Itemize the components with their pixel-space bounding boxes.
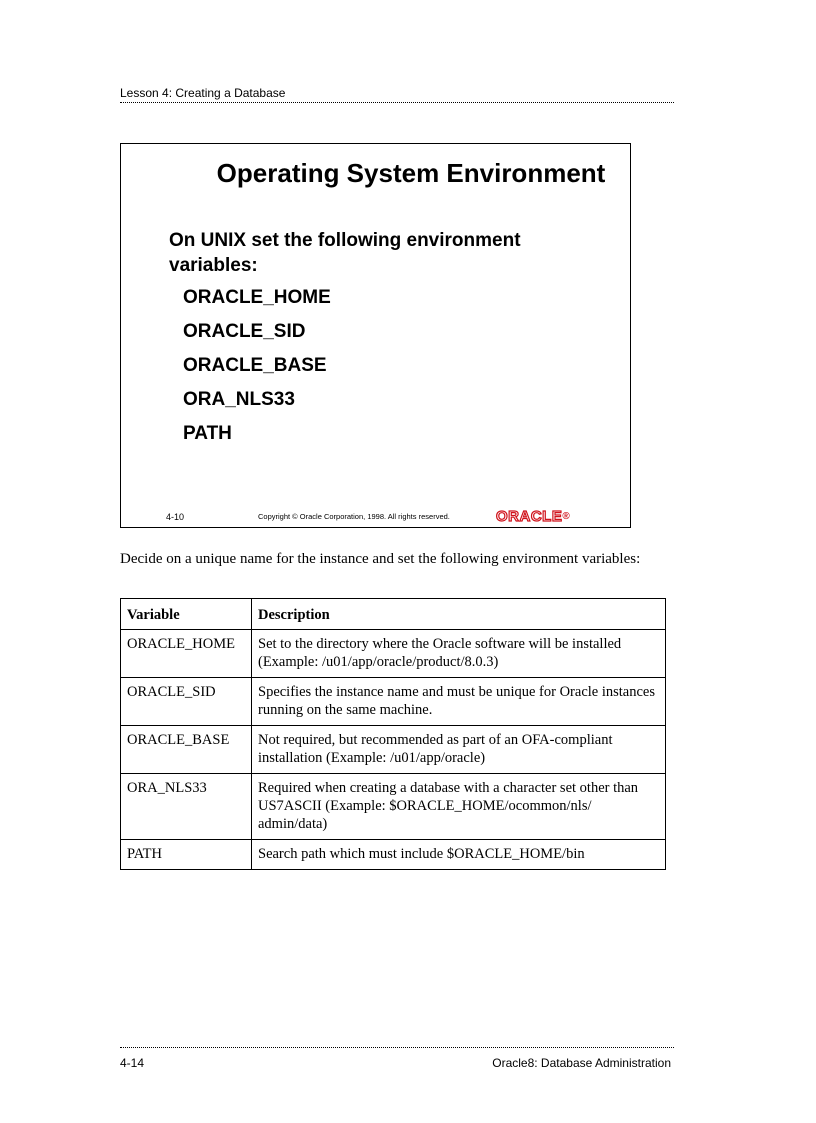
page-number: 4-14 [120,1056,145,1070]
book-title: Oracle8: Database Administration [492,1056,671,1070]
column-header: Description [252,599,666,630]
description-cell: Required when creating a database with a character set other than US7ASCII (Example: $ORACLE_HOME/ocommon/nls/ admin/data) [252,774,666,840]
slide-title [0,158,816,189]
slide-intro: On UNIX set the following environment variables: [169,230,521,276]
slide-variable-item: ORACLE_SID [183,321,306,342]
running-header: Lesson 4: Creating a Database [120,86,286,100]
body-intro: Decide on a unique name for the instance and set the following environment variables: [120,551,641,567]
table-row [121,678,666,726]
slide-variable-item: ORA_NLS33 [183,389,295,410]
header-divider [120,102,674,103]
slide-title-text: Operating System Environment [216,158,606,188]
variable-cell: PATH [121,840,252,870]
variable-cell: ORACLE_SID [121,678,252,726]
slide-copyright: Copyright © Oracle Corporation, 1998. All rights reserved. [258,512,450,521]
table-header-row [121,599,666,630]
table-row [121,630,666,678]
slide-number: 4-10 [166,512,185,522]
variable-cell: ORACLE_HOME [121,630,252,678]
table-row [121,726,666,774]
slide-variable-item: ORACLE_BASE [183,355,327,376]
description-cell: Search path which must include $ORACLE_HOME/bin [252,840,666,870]
description-cell: Not required, but recommended as part of an OFA-compliant installation (Example: /u01/app/oracle) [252,726,666,774]
oracle-logo [496,509,570,525]
table-row [121,774,666,840]
column-header: Variable [121,599,252,630]
environment-variable-table [120,598,666,870]
slide-variable-item: PATH [183,423,232,444]
description-cell: Specifies the instance name and must be unique for Oracle instances running on the same machine. [252,678,666,726]
oracle-logo-mark: ® [562,511,571,522]
slide-variable-item: ORACLE_HOME [183,287,331,308]
variable-cell: ORACLE_BASE [121,726,252,774]
description-cell: Set to the directory where the Oracle software will be installed (Example: /u01/app/oracle/product/8.0.3) [252,630,666,678]
variable-cell: ORA_NLS33 [121,774,252,840]
table-row [121,840,666,870]
slide-variable-list [183,285,331,455]
oracle-logo-text: ORACLE [496,508,563,525]
footer-divider [120,1047,674,1048]
